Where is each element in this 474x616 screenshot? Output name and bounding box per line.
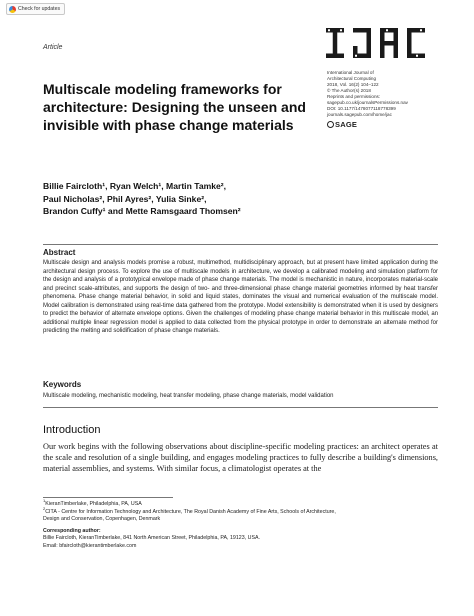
affiliation-2: $^2$CITA - Centre for Information Technology and Architecture, The Royal Danish Academy of Fine Arts, Schools of Architecture, [43,505,336,515]
check-for-updates-badge[interactable] [6,3,65,15]
journal-info-block [327,70,447,128]
affiliation-2-cont: Design and Conservation, Copenhagen, Denmark [43,516,161,522]
footnote-divider [43,497,173,498]
introduction-heading: Introduction [43,424,101,436]
keywords-text: Multiscale modeling, mechanistic modeling, heat transfer modeling, phase change materials, model validation [43,393,334,399]
article-title: Multiscale modeling frameworks for architecture: Designing the unseen and invisible with phase change materials [43,81,306,133]
footnotes [43,498,438,550]
check-for-updates-label: Check for updates [18,6,61,12]
abstract-text: Multiscale design and analysis models promise a robust, multimethod, multidisciplinary approach, but at present have limited application during the architectural design process. To explore the use of multiscale models in architecture, we develop a calibrated modeling and simulation platform for the design and analysis of a prototypical envelope made of phase change materials. The model is mechanistic in nature, incorporates material-scale and precinct scale-attributes, and supports the design of two- and three-dimensional phase change material geometries informed by heat transfer phenomena. Phase change material behavior, in solid and liquid states, dominates the visual and numerical evaluation of the multiscale model. Model calibration is demonstrated using real-time data gathered from the prototype. Model extensibility is demonstrated when it is used by designers to predict the behavior of alternate envelope options. Given the challenges of modeling phase change material behavior in this multiscale model, an additional multiple linear regression model is applied to data collected from the physical prototype in order to demonstrate an alternate method for predicting the melting and solidification of phase change materials. [43,260,438,335]
journal-info-line[interactable]: DOI: 10.1177/1478077118778399 [327,106,396,111]
journal-info-line[interactable]: journals.sagepub.com/home/jac [327,112,392,117]
footnote-marker: 1 [43,498,46,504]
section-divider [43,407,438,408]
corresponding-author-label: Corresponding author: [43,527,101,534]
keywords-heading: Keywords [43,380,82,389]
journal-info-line: Architectural Computing [327,76,377,81]
corresponding-author-address: Billie Faircloth, KieranTimberlake, 841 North American Street, Philadelphia, PA, 19123, USA. [43,535,260,541]
affiliation-1: $^1$KieranTimberlake, Philadelphia, PA, USA [43,498,142,507]
ijac-journal-logo [326,28,428,58]
abstract-heading: Abstract [43,248,76,257]
author-line: Brandon Cuffy¹ and Mette Ramsgaard Thomsen² [43,206,241,216]
sage-logo [327,121,447,128]
introduction-text: Our work begins with the following observations about discipline-specific modeling practices: an architect operates at the scale and resolution of a single building, and engages modeling practices to fully describe a building's dimensions, material assemblies, and systems. With similar focus, a climatologist operates at the [43,442,438,474]
sage-mark-icon [327,121,334,128]
section-divider [43,244,438,245]
article-type-label: Article [43,44,63,51]
journal-info-line: 2018, Vol. 16(2) 104–122 [327,82,379,87]
corresponding-author-email[interactable]: Email: bfaircloth@kierantimberlake.com [43,542,137,549]
author-line: Paul Nicholas², Phil Ayres², Yulia Sinke², [43,193,207,204]
journal-info-line: © The Author(s) 2018 [327,88,371,93]
author-list [43,180,333,218]
crossmark-icon [9,6,16,13]
journal-info-line: Reprints and permissions: [327,94,381,99]
author-line: Billie Faircloth¹, Ryan Welch¹, Martin Tamke², [43,181,227,191]
footnote-marker: 2 [43,505,46,511]
publisher-name: SAGE [335,119,358,129]
journal-info-line[interactable]: sagepub.co.uk/journalsPermissions.nav [327,100,408,105]
journal-info-line: International Journal of [327,70,374,75]
